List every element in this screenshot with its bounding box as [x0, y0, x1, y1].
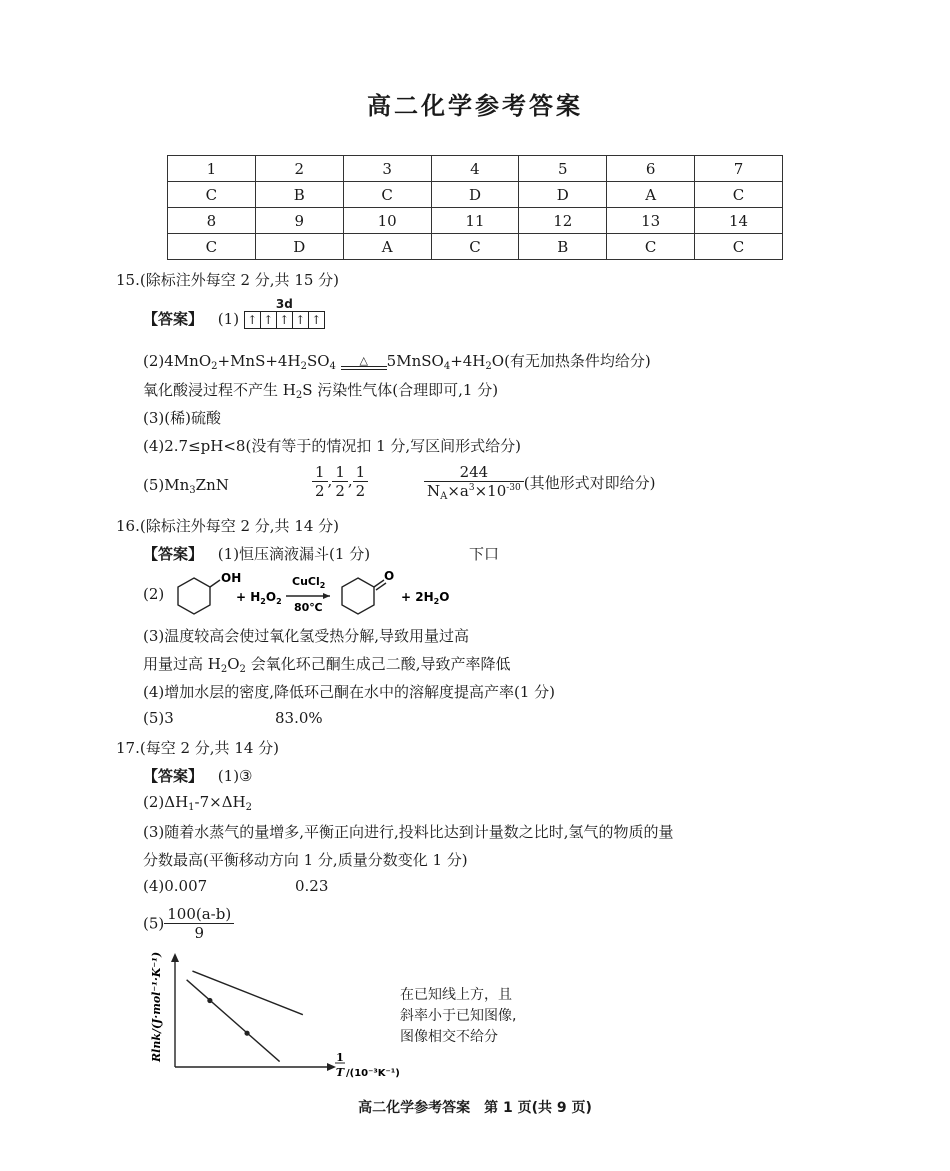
- eq-sub: 2: [485, 361, 492, 372]
- eq-part: SO: [306, 352, 330, 370]
- q17-p5: [143, 905, 234, 942]
- orbital-boxes: [244, 311, 325, 329]
- table-cell: A: [607, 182, 695, 208]
- heating-condition: [341, 355, 387, 370]
- table-cell: 5: [519, 156, 607, 182]
- eq-part: +4H: [450, 352, 486, 370]
- orbital-electron-arrow: ↑: [261, 312, 277, 328]
- table-cell: B: [519, 234, 607, 260]
- t: + H: [236, 590, 261, 604]
- q16-header: 16.(除标注外每空 2 分,共 14 分): [116, 517, 340, 535]
- answer-table: [167, 155, 783, 260]
- q15-p2-line2: [143, 379, 498, 401]
- y-axis-arrow: [171, 953, 179, 962]
- table-cell: C: [695, 234, 783, 260]
- sub: A: [440, 491, 448, 502]
- known-line: [187, 980, 280, 1062]
- table-cell: B: [255, 182, 343, 208]
- sub: 2: [245, 802, 253, 813]
- catalyst-label: [292, 575, 325, 590]
- sub: 2: [295, 390, 303, 401]
- sub: 2: [239, 664, 246, 675]
- q17-p1-text: (1)③: [217, 767, 253, 785]
- q17-p4: [143, 877, 329, 895]
- t: 2: [260, 597, 266, 606]
- q15-p1: [143, 298, 325, 329]
- frac-den: [424, 482, 524, 502]
- orbital-electron-arrow: ↑: [245, 312, 261, 328]
- t: 2: [433, 597, 440, 606]
- table-cell: 10: [343, 208, 431, 234]
- sub: 3: [189, 485, 196, 496]
- note-line: 在已知线上方，且: [400, 987, 512, 1003]
- sub: 1: [188, 802, 195, 813]
- coord-frac: [312, 463, 328, 500]
- temperature-label: 80℃: [294, 601, 323, 614]
- density-note: (其他形式对即给分): [523, 474, 656, 492]
- frac-den: 9: [194, 924, 204, 942]
- table-cell: 12: [519, 208, 607, 234]
- table-row: [168, 156, 783, 182]
- cyclohexanol-ring: [178, 578, 210, 614]
- orbital-label: 3d: [275, 297, 293, 311]
- frac-den: 2: [315, 482, 325, 500]
- frac-den: 2: [355, 482, 366, 500]
- table-cell: C: [695, 182, 783, 208]
- density-frac: [424, 463, 524, 502]
- x-label-den: T: [335, 1066, 345, 1079]
- table-cell: 9: [255, 208, 343, 234]
- page-footer: 高二化学参考答案 第 1 页(共 9 页): [358, 1100, 592, 1116]
- frac-num: 100(a-b): [164, 905, 234, 924]
- eq-part: O(有无加热条件均给分): [491, 352, 651, 370]
- text: 用量过高 H: [143, 655, 221, 673]
- q16-p1-text: (1)恒压滴液漏斗(1 分): [217, 545, 371, 563]
- q16-answer-label: 【答案】: [143, 545, 204, 563]
- sup: -30: [506, 483, 521, 493]
- reaction-scheme: [170, 568, 470, 624]
- frac-num: 244: [424, 463, 524, 482]
- table-cell: 7: [695, 156, 783, 182]
- text: (5): [143, 914, 165, 933]
- text: S 污染性气体(合理即可,1 分): [302, 381, 499, 399]
- table-cell: 8: [168, 208, 256, 234]
- rlnk-chart: [140, 950, 420, 1085]
- text: O: [227, 655, 240, 673]
- text: 氧化酸浸过程不产生 H: [143, 381, 296, 399]
- p5-frac: [164, 905, 234, 942]
- q16-p4: (4)增加水层的密度,降低环己酮在水中的溶解度提高产率(1 分): [143, 683, 556, 701]
- y-axis-label: Rlnk/(J·mol⁻¹·K⁻¹): [150, 951, 163, 1062]
- table-cell: D: [431, 182, 519, 208]
- t: O: [439, 590, 450, 604]
- table-cell: A: [343, 234, 431, 260]
- q15-p2-label: (2): [143, 352, 165, 370]
- frac-num: 1: [332, 463, 348, 482]
- orbital-electron-arrow: ↑: [311, 313, 322, 327]
- q15-header: 15.(除标注外每空 2 分,共 15 分): [116, 271, 340, 289]
- h2o2-reagent: [236, 590, 282, 606]
- text: 会氧化环己酮生成己二酸,导致产率降低: [245, 655, 511, 673]
- q16-p5: [143, 709, 323, 727]
- text: (2)ΔH: [143, 793, 189, 811]
- eq-sub: 2: [211, 361, 218, 372]
- text: -7×ΔH: [194, 793, 246, 811]
- q17-p2: [143, 793, 252, 813]
- table-cell: C: [168, 234, 256, 260]
- orbital-electron-arrow: ↑: [293, 312, 309, 328]
- water-product: [401, 590, 449, 606]
- table-cell: D: [519, 182, 607, 208]
- frac-num: 1: [312, 463, 328, 482]
- eq-part: 4MnO: [164, 352, 212, 370]
- table-row: [168, 208, 783, 234]
- q17-p1: [143, 765, 253, 786]
- q17-answer-label: 【答案】: [143, 767, 204, 785]
- sep: ,: [347, 471, 353, 490]
- table-cell: C: [343, 182, 431, 208]
- q15-p1-label: (1): [217, 310, 240, 328]
- q17-header: 17.(每空 2 分,共 14 分): [116, 739, 280, 757]
- t: O: [265, 590, 277, 604]
- t: + 2H: [401, 590, 434, 604]
- eq-part: +MnS+4H: [217, 352, 301, 370]
- q15-p5-density: [424, 463, 655, 502]
- table-cell: C: [168, 182, 256, 208]
- text: ×10: [474, 482, 507, 500]
- chart-note: [400, 985, 516, 1048]
- cyclohexanone-ring: [342, 578, 374, 614]
- text: 0.23: [295, 877, 329, 895]
- q16-p3-line2: [143, 653, 510, 675]
- text: ZnN: [195, 476, 229, 494]
- q16-p1: [143, 543, 500, 564]
- table-cell: D: [255, 234, 343, 260]
- note-line: 斜率小于已知图像,: [400, 1008, 517, 1024]
- q17-p3-line1: (3)随着水蒸气的量增多,平衡正向进行,投料比达到计量数之比时,氢气的物质的量: [143, 823, 674, 841]
- table-cell: 11: [431, 208, 519, 234]
- orbital-electron-arrow: ↑: [277, 312, 293, 328]
- table-cell: C: [431, 234, 519, 260]
- sep: ,: [327, 471, 333, 490]
- page-title: 高二化学参考答案: [367, 92, 583, 120]
- table-row: [168, 234, 783, 260]
- q15-answer-label: 【答案】: [143, 310, 204, 328]
- eq-sub: 4: [443, 361, 451, 372]
- q15-p5-coordinates: [312, 463, 368, 500]
- x-axis-unit: /(10⁻³K⁻¹): [346, 1068, 400, 1079]
- table-cell: 13: [607, 208, 695, 234]
- coord-frac: [332, 463, 348, 500]
- table-row: [168, 182, 783, 208]
- table-cell: 2: [255, 156, 343, 182]
- x-label-num: 1: [336, 1051, 344, 1064]
- eq-sub: 2: [300, 361, 307, 372]
- coord-frac: [353, 463, 369, 500]
- note-line: 图像相交不给分: [400, 1029, 498, 1045]
- t: CuCl: [292, 575, 320, 588]
- table-cell: 6: [607, 156, 695, 182]
- t: 2: [276, 597, 282, 606]
- plot-area: [187, 971, 303, 1061]
- table-cell: 1: [168, 156, 256, 182]
- table-cell: C: [607, 234, 695, 260]
- answer-line: [192, 971, 302, 1015]
- sub: 2: [220, 664, 228, 675]
- frac-num: 1: [353, 463, 369, 482]
- q16-p2-label: (2): [143, 585, 165, 603]
- t: 2: [319, 581, 326, 590]
- x-axis-arrow: [327, 1063, 336, 1071]
- oh-label: OH: [221, 571, 242, 585]
- ketone-o-label: O: [384, 569, 395, 583]
- text: ×a: [447, 482, 469, 500]
- text: 83.0%: [275, 709, 323, 727]
- text: (4)0.007: [143, 877, 208, 895]
- eq-sub: 4: [329, 361, 336, 372]
- data-point: [244, 1031, 249, 1036]
- sup: 3: [468, 483, 475, 493]
- q16-p1-b: 下口: [469, 545, 500, 563]
- orbital-diagram: [244, 298, 325, 329]
- table-cell: 4: [431, 156, 519, 182]
- eq-part: 5MnSO: [386, 352, 444, 370]
- q17-p3-line2: 分数最高(平衡移动方向 1 分,质量分数变化 1 分): [143, 851, 468, 869]
- text: (5)3: [143, 709, 174, 727]
- text: N: [427, 482, 441, 500]
- text: (5)Mn: [143, 476, 190, 494]
- q15-p4: (4)2.7≤pH<8(没有等于的情况扣 1 分,写区间形式给分): [143, 437, 522, 455]
- q15-p5-formula: [143, 476, 229, 496]
- q15-p2-equation: [143, 350, 651, 372]
- frac-den: 2: [335, 482, 345, 500]
- q15-p3: (3)(稀)硫酸: [143, 409, 221, 427]
- condition-symbol: △: [359, 353, 368, 367]
- data-point: [207, 998, 212, 1003]
- q16-p3-line1: (3)温度较高会使过氧化氢受热分解,导致用量过高: [143, 627, 470, 645]
- table-cell: 3: [343, 156, 431, 182]
- table-cell: 14: [695, 208, 783, 234]
